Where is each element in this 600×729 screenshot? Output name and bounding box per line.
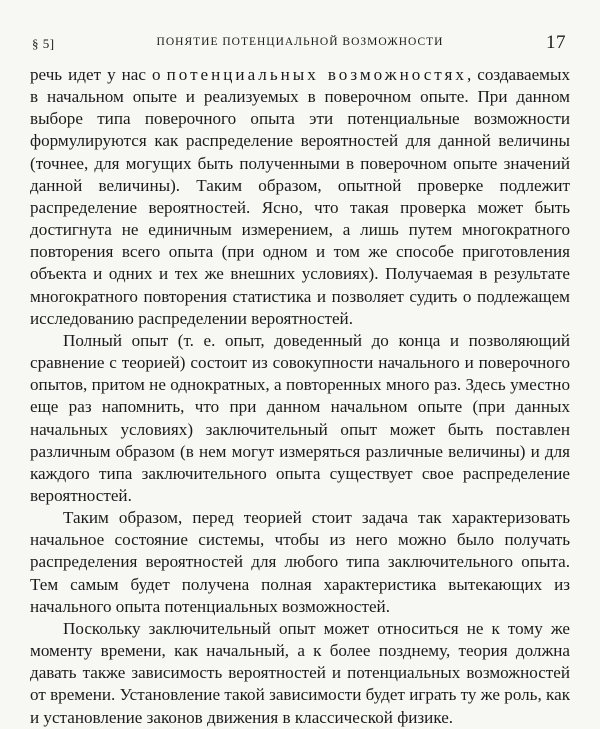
paragraph-4: Поскольку заключительный опыт может относиться не к тому же моменту времени, как начальный, а к более позднему, теория должна давать также зависимость вероятностей и потенциальных возможностей от времени. Установление такой зависимости будет играть ту же роль, как и установление законов движения в классической физике. [30,618,570,727]
page-number: 17 [546,32,566,53]
running-head [30,32,570,58]
paragraph-1-rest: , создаваемых в начальном опыте и реализуемых в поверочном опыте. При данном выборе типа поверочного опыта эти потенциальные возможности формулируются как распределение вероятностей для данной величины (точнее, для могущих быть полученными в поверочном опыте значений данной величины). Таким образом, опытной проверке подлежит распределение вероятностей. Ясно, что такая проверка может быть достигнута не единичным измерением, а лишь путем многократного повторения всего опыта (при одном и том же способе приготовления объекта и одних и тех же внешних условиях). Получаемая в результате многократного повторения статистика и позволяет судить о подлежащем исследованию распределении вероятностей. [30,65,571,328]
emphasized-term: потенциальных возможностях [166,65,467,84]
paragraph-2: Полный опыт (т. е. опыт, доведенный до конца и позволяющий сравнение с теорией) состоит из совокупности начального и поверочного опытов, притом не однократных, а повторенных много раз. Здесь уместно еще раз напомнить, что при данном начальном опыте (при данных начальных условиях) заключительный опыт может быть поставлен различным образом (в нем могут измеряться различные величины) и для каждого типа заключительного опыта существует свое распределение вероятностей. [30,330,570,505]
paragraph-1-start: речь идет у нас о [30,65,167,84]
body-text [30,64,570,729]
paragraph-3: Таким образом, перед теорией стоит задача так характеризовать начальное состояние системы, чтобы из него можно было получать распределения вероятностей для любого типа заключительного опыта. Тем самым будет получена полная характеристика вытекающих из начального опыта потенциальных возможностей. [30,508,570,616]
running-title: ПОНЯТИЕ ПОТЕНЦИАЛЬНОЙ ВОЗМОЖНОСТИ [156,36,444,48]
paragraph-1 [30,64,570,330]
section-mark: § 5] [32,36,55,51]
